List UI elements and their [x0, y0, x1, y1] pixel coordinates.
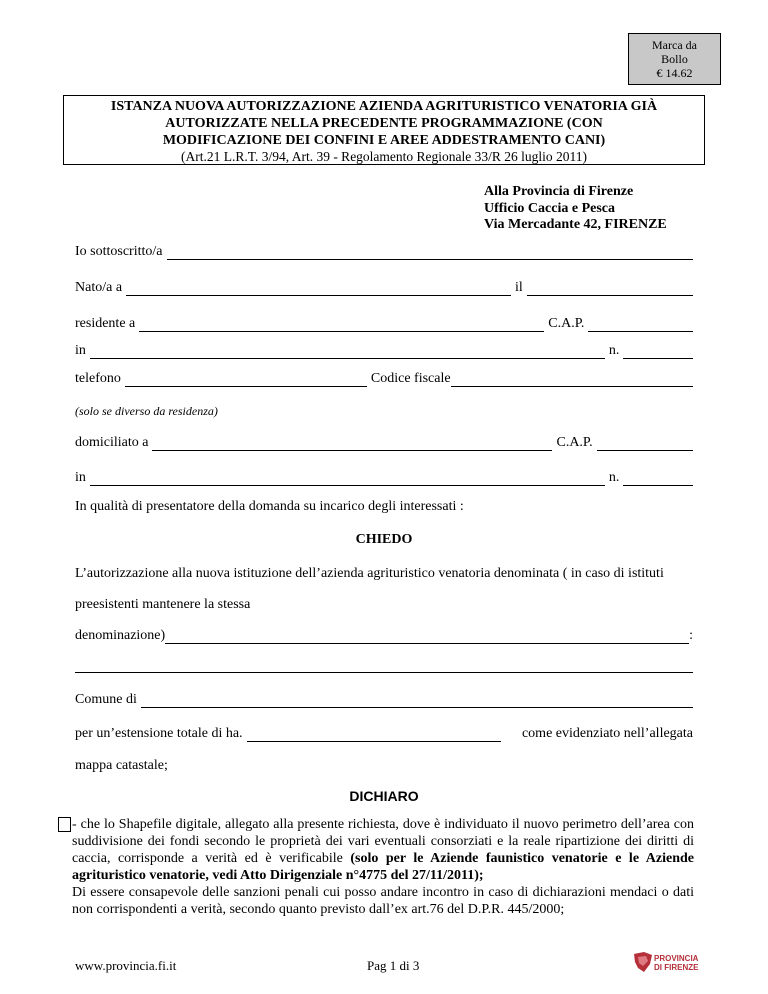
field-telefono[interactable]	[125, 372, 367, 387]
qualita-text: In qualità di presentatore della domanda su incarico degli interessati :	[75, 499, 464, 514]
row-residente	[75, 314, 693, 332]
logo-text-firenze: DI FIRENZE	[654, 963, 699, 972]
title-subtitle: (Art.21 L.R.T. 3/94, Art. 39 - Regolamento Regionale 33/R 26 luglio 2011)	[180, 149, 588, 164]
dichiaro-shapefile	[72, 816, 694, 884]
heading-dichiaro: DICHIARO	[349, 788, 419, 804]
field-cap-residenza[interactable]	[588, 317, 693, 332]
row-telefono	[75, 369, 693, 387]
row-indirizzo	[75, 341, 693, 359]
shapefile-checkbox[interactable]	[58, 817, 71, 832]
label-in: in	[75, 343, 86, 358]
label-numero-domicilio: n.	[608, 470, 620, 485]
field-residente[interactable]	[139, 317, 544, 332]
note-residenza: (solo se diverso da residenza)	[75, 404, 218, 418]
shapefile-text: - che lo Shapefile digitale, allegato alla presente richiesta, dove è individuato il nuovo perimetro dell’area con suddivisione dei fondi secondo le proprietà dei vari eventuali consorziati e la reale ripartizione dei diritti di caccia, corrisponde a verità ed è verificabile	[72, 817, 694, 866]
dichiaro-consapevole: Di essere consapevole delle sanzioni penali cui posso andare incontro in caso di dichiarazioni mendaci o dati non corrispondenti a verità, secondo quanto previsto dall’ex art.76 del D.P.R. 445/2000;	[72, 885, 694, 917]
label-il: il	[515, 280, 523, 295]
recipient-line3: Via Mercadante 42, FIRENZE	[484, 217, 667, 232]
field-cap-domicilio[interactable]	[597, 436, 693, 451]
title-line2: AUTORIZZATE NELLA PRECEDENTE PROGRAMMAZIONE (CON	[165, 116, 603, 131]
label-sottoscritto: Io sottoscritto/a	[75, 244, 163, 259]
revenue-stamp-box	[628, 33, 721, 85]
row-domiciliato	[75, 433, 693, 451]
label-denominazione: denominazione)	[75, 628, 166, 643]
stamp-line3: € 14.62	[656, 66, 693, 80]
field-data-nascita[interactable]	[527, 281, 693, 296]
row-denominazione	[75, 626, 693, 644]
field-indirizzo[interactable]	[90, 344, 605, 359]
document-title-box	[63, 95, 705, 165]
stamp-line2: Bollo	[661, 52, 688, 66]
recipient-line1: Alla Provincia di Firenze	[484, 184, 634, 199]
row-sottoscritto	[75, 242, 693, 260]
footer-website: www.provincia.fi.it	[75, 958, 177, 973]
chiedo-line2: preesistenti mantenere la stessa	[75, 597, 251, 612]
label-numero: n.	[608, 343, 620, 358]
field-numero[interactable]	[623, 344, 693, 359]
label-cap-residenza: C.A.P.	[548, 316, 585, 331]
field-indirizzo-domicilio[interactable]	[90, 471, 605, 486]
field-domiciliato[interactable]	[152, 436, 552, 451]
footer-page-number: Pag 1 di 3	[367, 958, 420, 973]
row-comune	[75, 690, 693, 708]
title-line3: MODIFICAZIONE DEI CONFINI E AREE ADDESTRAMENTO CANI)	[162, 133, 606, 148]
label-codice-fiscale: Codice fiscale	[370, 371, 451, 386]
label-cap-domicilio: C.A.P.	[556, 435, 593, 450]
label-estensione: per un’estensione totale di ha.	[75, 726, 243, 741]
field-denominazione-cont[interactable]	[75, 658, 693, 673]
row-estensione	[75, 724, 693, 742]
label-domiciliato: domiciliato a	[75, 435, 149, 450]
denominazione-colon: :	[689, 628, 693, 643]
row-denominazione-cont	[75, 655, 693, 673]
row-nato	[75, 278, 693, 296]
label-telefono: telefono	[75, 371, 121, 386]
mappa-text: mappa catastale;	[75, 758, 168, 773]
provincia-logo	[632, 950, 699, 976]
stamp-line1: Marca da	[652, 38, 697, 52]
field-numero-domicilio[interactable]	[623, 471, 693, 486]
label-nato: Nato/a a	[75, 280, 123, 295]
label-evidenziato: come evidenziato nell’allegata	[521, 726, 693, 741]
field-codice-fiscale[interactable]	[451, 372, 693, 387]
title-line1: ISTANZA NUOVA AUTORIZZAZIONE AZIENDA AGRITURISTICO VENATORIA GIÀ	[110, 99, 658, 114]
recipient-address	[484, 184, 667, 234]
recipient-line2: Ufficio Caccia e Pesca	[484, 200, 615, 216]
field-comune[interactable]	[141, 693, 693, 708]
heading-chiedo: CHIEDO	[355, 532, 413, 547]
label-comune: Comune di	[75, 692, 137, 707]
row-indirizzo-domicilio	[75, 468, 693, 486]
chiedo-line1: L’autorizzazione alla nuova istituzione dell’azienda agrituristico venatoria denominata ( in caso di istituti	[75, 566, 664, 581]
shapefile-bold-note: (solo per le Aziende faunistico venatorie e le Aziende agrituristico venatorie, vedi Atto Dirigenziale n°4775 del 27/11/2011);	[72, 851, 694, 883]
field-luogo-nascita[interactable]	[126, 281, 511, 296]
label-residente: residente a	[75, 316, 136, 331]
field-estensione[interactable]	[247, 727, 501, 742]
label-in-domicilio: in	[75, 470, 86, 485]
field-denominazione[interactable]	[165, 629, 689, 644]
logo-text-provincia: PROVINCIA	[654, 954, 699, 963]
field-sottoscritto[interactable]	[167, 245, 694, 260]
